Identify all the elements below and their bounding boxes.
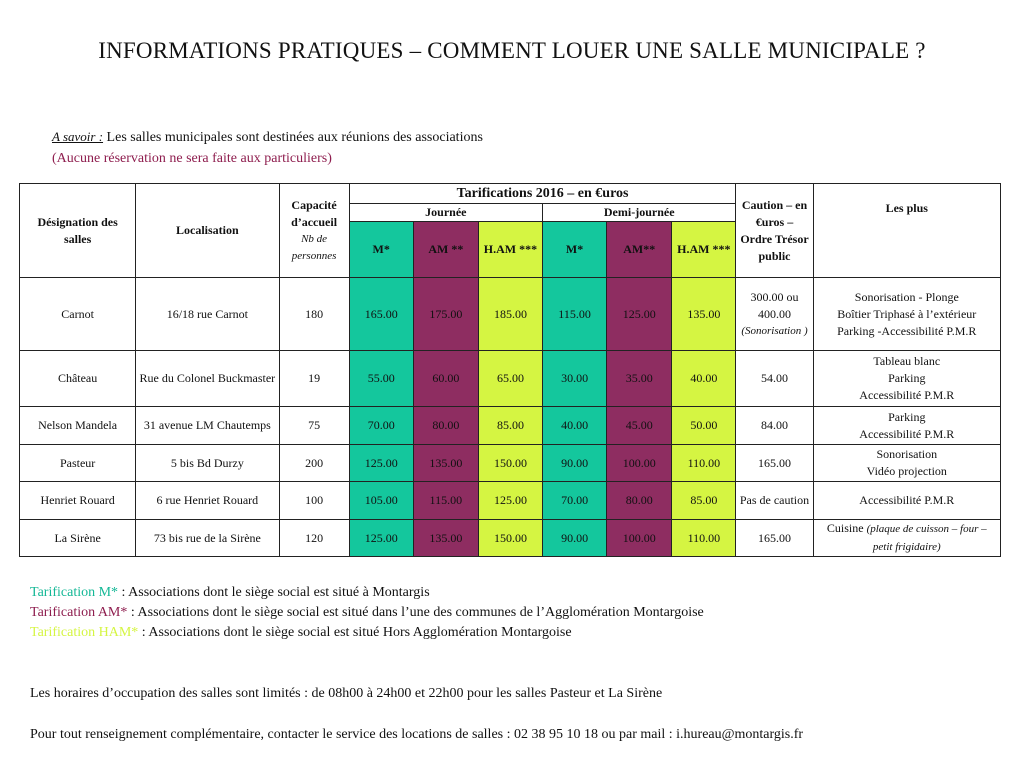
row-d-am: 45.00	[607, 407, 672, 445]
row-j-am: 135.00	[413, 445, 478, 482]
row-d-am: 80.00	[607, 482, 672, 520]
row-plus-line: Vidéo projection	[866, 464, 947, 478]
header-tarifications: Tarifications 2016 – en €uros	[349, 184, 736, 204]
row-j-ham: 150.00	[478, 445, 542, 482]
row-d-ham: 85.00	[672, 482, 736, 520]
header-localisation: Localisation	[136, 184, 279, 278]
legend-am	[30, 605, 704, 621]
row-plus-line: Accessibilité P.M.R	[859, 426, 955, 441]
row-caution	[736, 278, 813, 351]
row-plus-line: Parking	[888, 409, 926, 424]
row-j-ham: 185.00	[478, 278, 542, 351]
row-localisation: 5 bis Bd Durzy	[136, 445, 279, 482]
table-row	[20, 351, 1001, 407]
row-plus-line: Parking -Accessibilité P.M.R	[837, 323, 977, 338]
row-plus-line: Tableau blanc	[873, 354, 941, 368]
row-j-m: 55.00	[349, 351, 413, 407]
header-caution: Caution – en €uros – Ordre Trésor public	[736, 184, 813, 278]
legend-am-label: Tarification AM*	[30, 605, 128, 620]
header-j-m: M*	[349, 222, 413, 278]
legend-ham-text: : Associations dont le siège social est situé Hors Agglomération Montargoise	[138, 625, 572, 640]
row-localisation: 16/18 rue Carnot	[136, 278, 279, 351]
row-d-ham: 50.00	[672, 407, 736, 445]
row-j-ham: 150.00	[478, 520, 542, 557]
row-d-m: 90.00	[543, 520, 607, 557]
header-d-m: M*	[543, 222, 607, 278]
info-text: Les salles municipales sont destinées aux réunions des associations	[103, 130, 483, 145]
row-localisation: Rue du Colonel Buckmaster	[136, 351, 279, 407]
row-j-ham: 125.00	[478, 482, 542, 520]
page-title: INFORMATIONS PRATIQUES – COMMENT LOUER UNE SALLE MUNICIPALE ?	[98, 38, 926, 63]
row-plus-line: Accessibilité P.M.R	[859, 493, 955, 507]
info-line	[52, 129, 483, 146]
row-plus-note: (plaque de cuisson – four – petit frigidaire)	[866, 523, 987, 553]
row-d-am: 35.00	[607, 351, 672, 407]
header-journee: Journée	[349, 204, 542, 222]
table-row	[20, 445, 1001, 482]
row-caution: Pas de caution	[736, 482, 813, 520]
legend-m	[30, 585, 430, 601]
row-j-am: 135.00	[413, 520, 478, 557]
row-caution: 54.00	[736, 351, 813, 407]
row-j-am: 80.00	[413, 407, 478, 445]
table-row	[20, 278, 1001, 351]
table-row	[20, 407, 1001, 445]
footer-hours: Les horaires d’occupation des salles sont limités : de 08h00 à 24h00 et 22h00 pour les salles Pasteur et La Sirène	[30, 686, 663, 701]
legend-m-label: Tarification M*	[30, 585, 119, 600]
row-plus-line: Parking	[888, 371, 926, 385]
info-label: A savoir :	[52, 129, 104, 144]
row-plus-line: Accessibilité P.M.R	[859, 388, 955, 402]
row-plus	[813, 482, 1000, 520]
row-d-am: 125.00	[607, 278, 672, 351]
row-d-ham: 135.00	[672, 278, 736, 351]
row-name: La Sirène	[20, 520, 136, 557]
header-d-am: AM**	[607, 222, 672, 278]
row-j-m: 125.00	[349, 520, 413, 557]
row-name: Henriet Rouard	[20, 482, 136, 520]
row-name: Carnot	[20, 278, 136, 351]
row-d-ham: 40.00	[672, 351, 736, 407]
row-d-m: 30.00	[543, 351, 607, 407]
row-plus	[813, 445, 1000, 482]
row-name: Nelson Mandela	[20, 407, 136, 445]
row-d-m: 115.00	[543, 278, 607, 351]
row-plus	[813, 407, 1000, 445]
footer-contact: Pour tout renseignement complémentaire, contacter le service des locations de salles : 02 38 95 10 18 ou par mail : i.hureau@montargis.fr	[30, 727, 804, 742]
row-capacite: 120	[279, 520, 349, 557]
header-j-am: AM **	[413, 222, 478, 278]
row-caution: 84.00	[736, 407, 813, 445]
row-d-m: 40.00	[543, 407, 607, 445]
row-d-m: 90.00	[543, 445, 607, 482]
row-j-am: 60.00	[413, 351, 478, 407]
header-j-ham: H.AM ***	[478, 222, 542, 278]
row-j-m: 70.00	[349, 407, 413, 445]
table-row	[20, 482, 1001, 520]
legend-ham	[30, 625, 572, 641]
table-row	[20, 520, 1001, 557]
row-localisation: 31 avenue LM Chautemps	[136, 407, 279, 445]
row-j-m: 105.00	[349, 482, 413, 520]
header-designation: Désignation des salles	[20, 184, 136, 278]
row-capacite: 200	[279, 445, 349, 482]
header-capacite-sub: Nb de personnes	[291, 232, 337, 262]
pricing-table	[19, 183, 1001, 557]
info-note: (Aucune réservation ne sera faite aux particuliers)	[52, 151, 332, 166]
row-caution: 165.00	[736, 520, 813, 557]
row-d-m: 70.00	[543, 482, 607, 520]
row-localisation: 73 bis rue de la Sirène	[136, 520, 279, 557]
row-caution-note: (Sonorisation )	[741, 324, 808, 337]
row-capacite: 180	[279, 278, 349, 351]
row-caution-value: 300.00 ou 400.00	[750, 289, 799, 321]
legend-ham-label: Tarification HAM*	[30, 625, 139, 640]
row-d-am: 100.00	[607, 520, 672, 557]
row-j-ham: 85.00	[478, 407, 542, 445]
row-d-am: 100.00	[607, 445, 672, 482]
header-capacite-label: Capacité d’accueil	[291, 197, 338, 229]
row-name: Château	[20, 351, 136, 407]
row-j-am: 115.00	[413, 482, 478, 520]
header-d-ham: H.AM ***	[672, 222, 736, 278]
row-plus-line: Boîtier Triphasé à l’extérieur	[837, 306, 977, 321]
row-capacite: 100	[279, 482, 349, 520]
row-plus-line: Sonorisation - Plonge	[854, 289, 959, 304]
row-d-ham: 110.00	[672, 520, 736, 557]
row-plus-line: Cuisine	[826, 521, 867, 535]
header-capacite	[279, 184, 349, 278]
row-j-am: 175.00	[413, 278, 478, 351]
legend-am-text: : Associations dont le siège social est situé dans l’une des communes de l’Agglomération Montargoise	[127, 605, 704, 620]
row-plus	[813, 278, 1000, 351]
row-caution: 165.00	[736, 445, 813, 482]
row-d-ham: 110.00	[672, 445, 736, 482]
row-plus-line: Sonorisation	[876, 447, 938, 461]
row-plus	[813, 520, 1000, 557]
legend-m-text: : Associations dont le siège social est situé à Montargis	[118, 585, 430, 600]
row-capacite: 19	[279, 351, 349, 407]
row-capacite: 75	[279, 407, 349, 445]
row-j-ham: 65.00	[478, 351, 542, 407]
header-les-plus: Les plus	[813, 184, 1000, 278]
row-j-m: 125.00	[349, 445, 413, 482]
row-name: Pasteur	[20, 445, 136, 482]
row-localisation: 6 rue Henriet Rouard	[136, 482, 279, 520]
header-demi-journee: Demi-journée	[543, 204, 736, 222]
row-plus	[813, 351, 1000, 407]
row-j-m: 165.00	[349, 278, 413, 351]
